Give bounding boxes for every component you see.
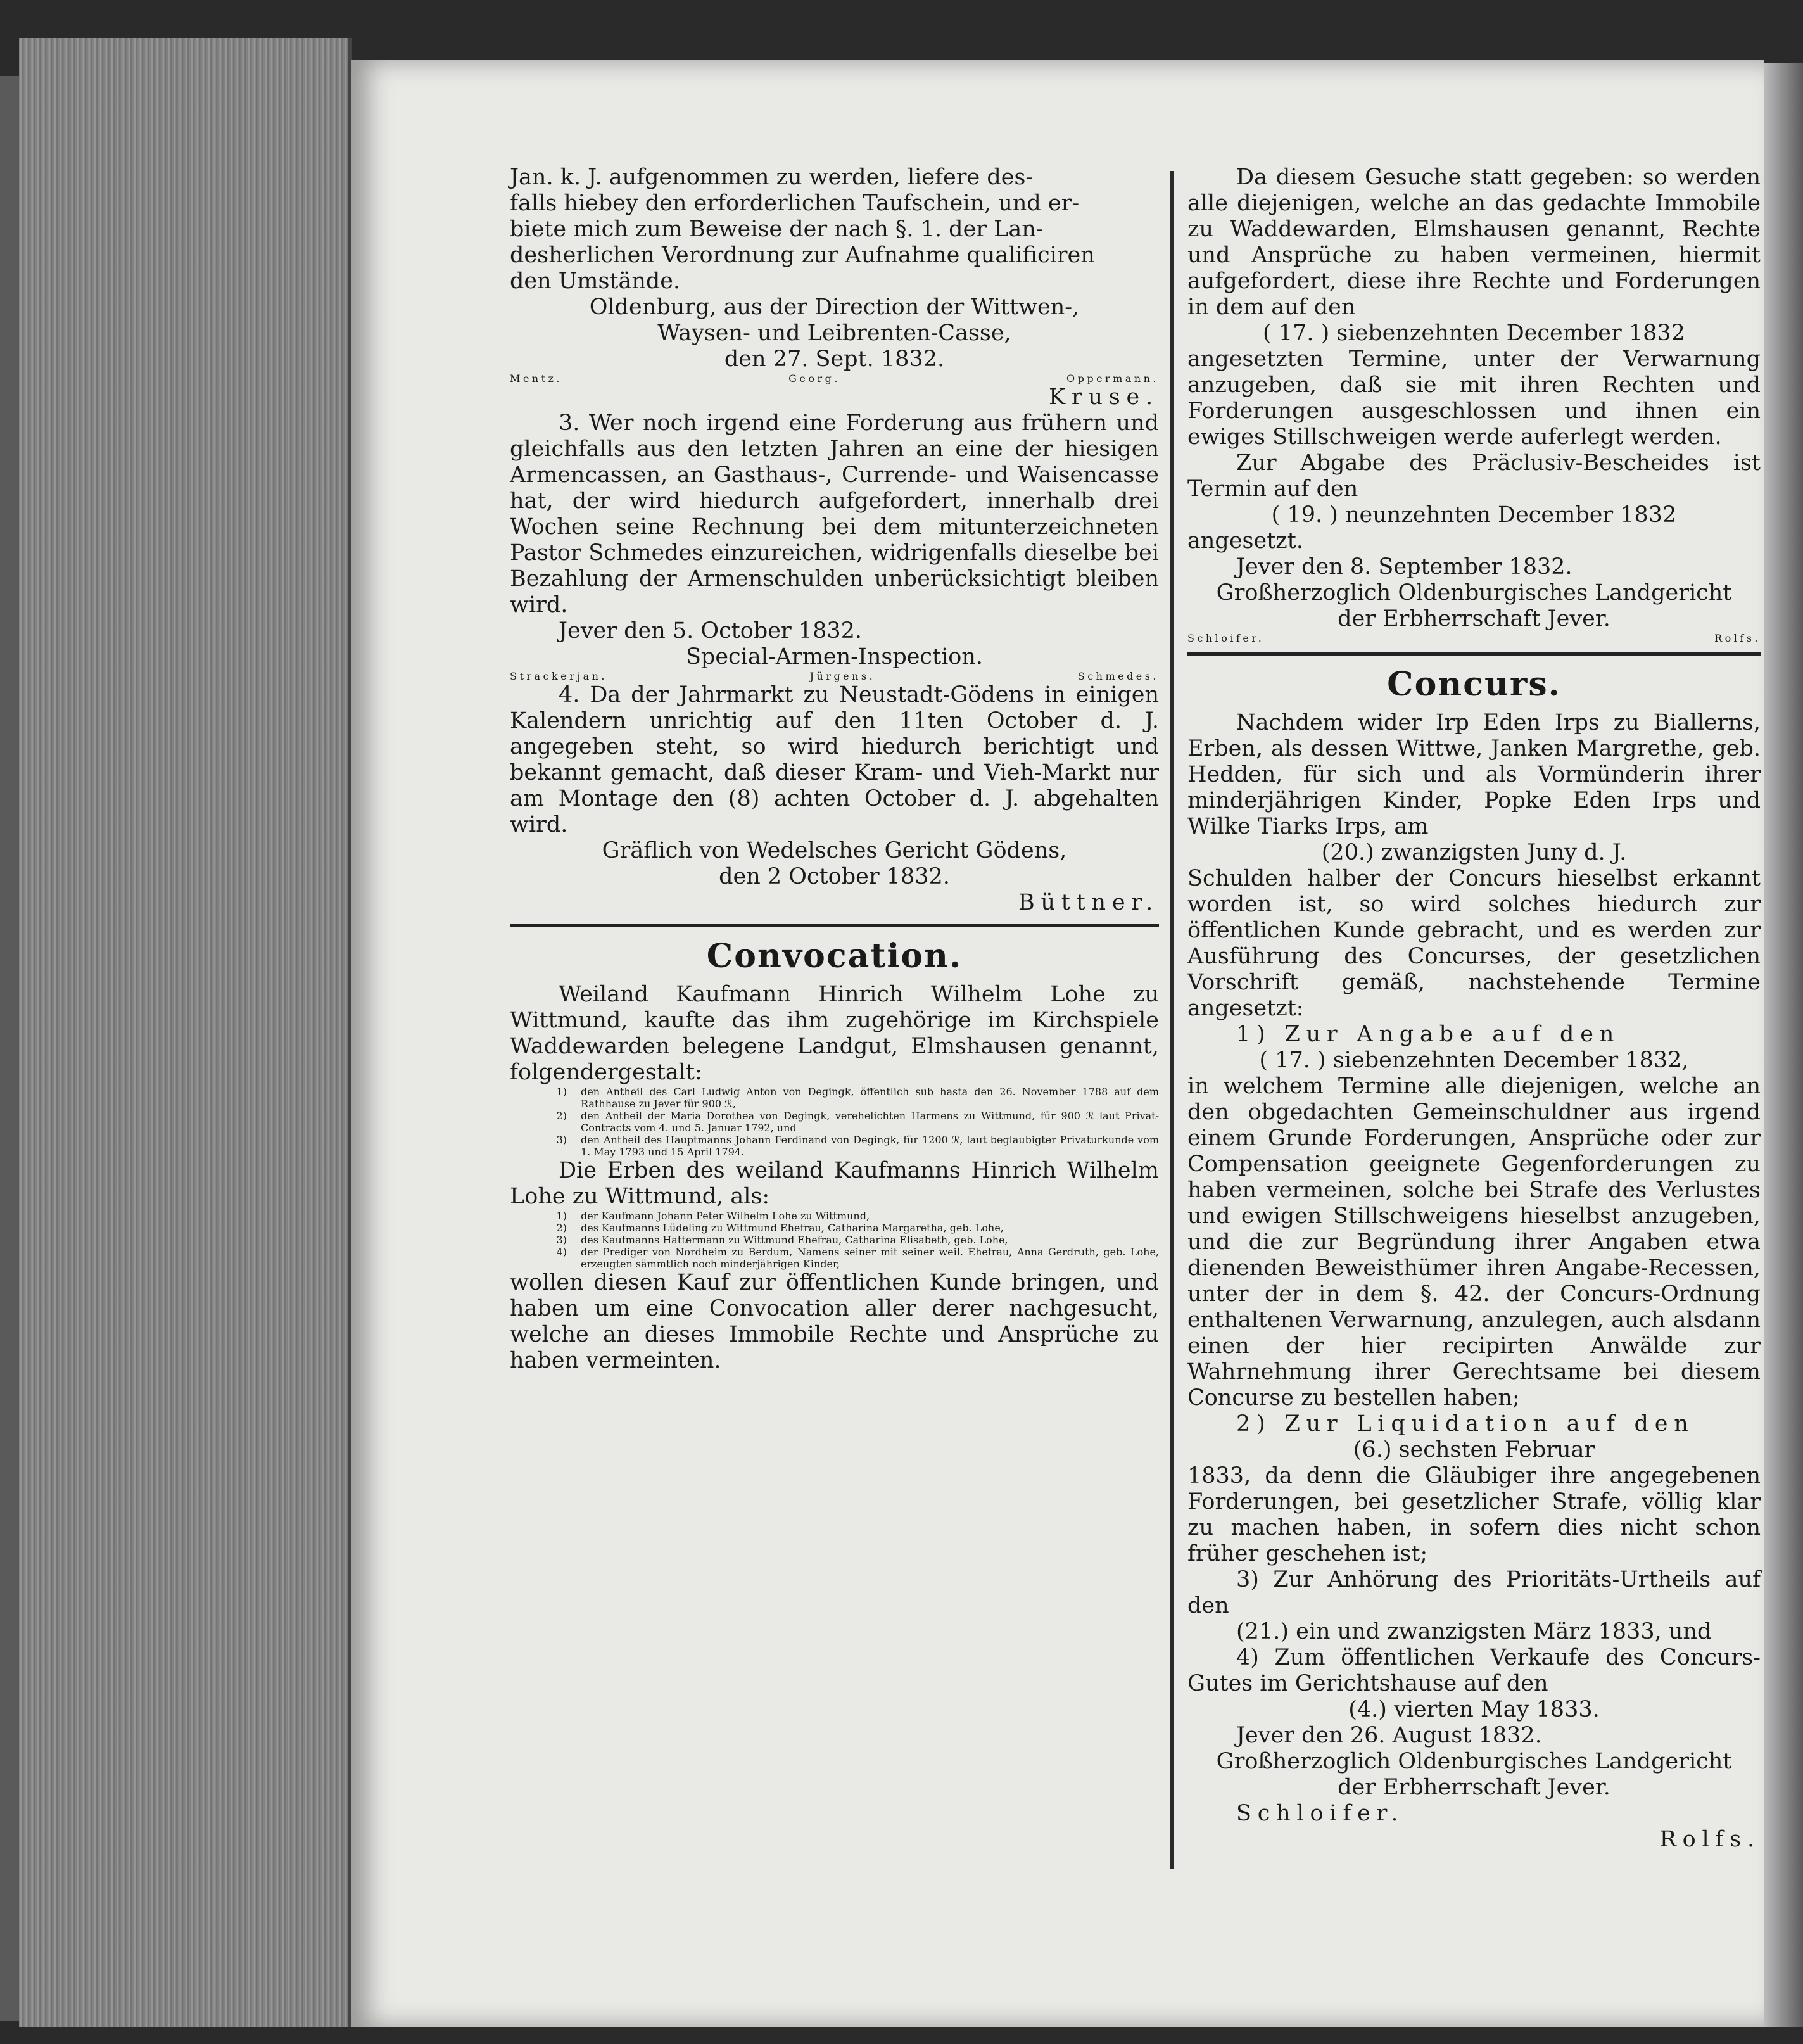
issue-date-2: Jever den 26. August 1832. xyxy=(1236,1723,1542,1748)
preclusion-date: ( 19. ) neunzehnten December 1832 xyxy=(1271,502,1677,528)
heirs-intro: Die Erben des weiland Kaufmanns Hinrich Wilhelm Lohe zu Wittmund, als: xyxy=(510,1158,1159,1209)
signature-row xyxy=(510,372,1159,384)
term-3: 3) Zur Anhörung des Prioritäts-Urtheils auf den xyxy=(1187,1567,1761,1618)
intro-line: Jan. k. J. aufgenommen zu werden, liefere des- xyxy=(510,165,1034,190)
signature: Georg. xyxy=(788,372,840,384)
summons-paragraph: Da diesem Gesuche statt gegeben: so werden alle diejenigen, welche an das gedachte Immobile zu Waddewarden, Elmshausen genannt, Rechte und Ansprüche zu haben vermeinen, hiermit aufgefordert, diese ihre Rechte und Forderungen in dem auf den xyxy=(1187,165,1761,320)
term-4-date: (4.) vierten May 1833. xyxy=(1348,1697,1600,1722)
term-2: 2) Zur Liquidation auf den xyxy=(1236,1411,1695,1437)
heir-item: 4) der Prediger von Nordheim zu Berdum, Namens seiner mit seiner weil. Ehefrau, Anna Gerdruth, geb. Lohe, erzeugten sämmtlich noch minderjährigen Kinder, xyxy=(556,1246,1159,1270)
intro-line: den Umstände. xyxy=(510,269,681,294)
term-2-date: (6.) sechsten Februar xyxy=(1353,1437,1595,1463)
court-name-2: der Erbherrschaft Jever. xyxy=(1338,606,1610,632)
convocation-closing: wollen diesen Kauf zur öffentlichen Kunde bringen, und haben um eine Convocation aller derer nachgesucht, welche an dieses Immobile Rechte und Ansprüche zu haben vermeinten. xyxy=(510,1270,1159,1373)
preclusion-continuation: angesetzt. xyxy=(1187,528,1303,554)
heir-item: 1) der Kaufmann Johann Peter Wilhelm Lohe zu Wittmund, xyxy=(556,1210,870,1222)
notice-3-signatures xyxy=(510,670,1159,682)
left-column xyxy=(510,165,1159,1374)
signature: Oppermann. xyxy=(1066,372,1159,384)
convocation-heading: Convocation. xyxy=(706,937,963,975)
convocation-item: 1) den Antheil des Carl Ludwig Anton von Degingk, öffentlich sub hasta den 26. November 1788 auf dem Rathhause zu Jever für 900 ℛ, xyxy=(556,1086,1159,1110)
intro-line: falls hiebey den erforderlichen Taufschein, und er- xyxy=(510,191,1080,216)
signature: Mentz. xyxy=(510,372,562,384)
place-line: Oldenburg, aus der Direction der Wittwen-, xyxy=(589,295,1080,320)
court-name-2: der Erbherrschaft Jever. xyxy=(1338,1775,1610,1800)
signature: Rolfs. xyxy=(1659,1827,1761,1852)
heir-item: 2) des Kaufmanns Lüdeling zu Wittmund Ehefrau, Catharina Margaretha, geb. Lohe, xyxy=(556,1222,1004,1234)
heir-item: 3) des Kaufmanns Hattermann zu Wittmund Ehefrau, Catharina Elisabeth, geb. Lohe, xyxy=(556,1234,1008,1246)
section-rule xyxy=(510,924,1159,927)
summons-date: ( 17. ) siebenzehnten December 1832 xyxy=(1263,321,1685,346)
signature: Strackerjan. xyxy=(510,670,608,682)
concurs-continuation: Schulden halber der Concurs hieselbst erkannt worden ist, so wird solches hiedurch zur öffentlichen Kunde gebracht, und es werden zur Ausführung des Concurses, der gesetzlichen Vorschrift gemäß, nachstehende Termine angesetzt: xyxy=(1187,866,1761,1021)
date-line: den 27. Sept. 1832. xyxy=(724,346,945,372)
signature: Rolfs. xyxy=(1714,632,1761,644)
signature-extra: Kruse. xyxy=(1048,384,1159,410)
term-2-text: 1833, da denn die Gläubiger ihre angegebenen Forderungen, bei gesetzlicher Strafe, völlig klar zu machen haben, in sofern dies nicht schon früher geschehen ist; xyxy=(1187,1463,1761,1566)
notice-3-office: Special-Armen-Inspection. xyxy=(685,644,984,670)
preclusion-paragraph: Zur Abgabe des Präclusiv-Bescheides ist Termin auf den xyxy=(1187,450,1761,502)
court-signatures xyxy=(1187,632,1761,644)
convocation-item: 2) den Antheil der Maria Dorothea von Degingk, verehelichten Harmens zu Wittmund, für 900 ℛ laut Privat-Contracts vom 4. und 5. Januar 1792, und xyxy=(556,1110,1159,1134)
term-1-date: ( 17. ) siebenzehnten December 1832, xyxy=(1259,1048,1689,1073)
notice-3-date: Jever den 5. October 1832. xyxy=(559,618,862,644)
signature: Schmedes. xyxy=(1077,670,1159,682)
concurs-intro: Nachdem wider Irp Eden Irps zu Biallerns, Erben, als dessen Wittwe, Janken Margrethe, geb. Hedden, für sich und als Vormünderin ihrer minderjährigen Kinder, Popke Eden Irps und Wilke Tiarks Irps, am xyxy=(1187,710,1761,839)
intro-line: biete mich zum Beweise der nach §. 1. der Lan- xyxy=(510,217,1044,242)
book-page-edges xyxy=(19,38,352,2027)
place-line-2: Waysen- und Leibrenten-Casse, xyxy=(657,321,1011,346)
notice-4-signature: Büttner. xyxy=(1018,890,1159,915)
notice-4-date: den 2 October 1832. xyxy=(719,864,950,889)
signature: Schloifer. xyxy=(1187,632,1265,644)
notice-4-office: Gräflich von Wedelsches Gericht Gödens, xyxy=(602,838,1067,863)
summons-continuation: angesetzten Termine, unter der Verwarnung anzugeben, daß sie mit ihren Rechten und Forderungen ausgeschlossen und ihnen ein ewiges Stillschweigen werde auferlegt werden. xyxy=(1187,346,1761,450)
notice-3: 3. Wer noch irgend eine Forderung aus frühern und gleichfalls aus den letzten Jahren an eine der hiesigen Armencassen, an Gasthaus-, Currende- und Waisencasse hat, der wird hiedurch aufgefordert, innerhalb drei Wochen seine Rechnung bei dem mitunterzeichneten Pastor Schmedes einzureichen, widrigenfalls dieselbe bei Bezahlung der Armenschulden unberücksichtigt bleiben wird. xyxy=(510,410,1159,618)
intro-line: desherlichen Verordnung zur Aufnahme qualificiren xyxy=(510,243,1095,268)
court-name: Großherzoglich Oldenburgisches Landgericht xyxy=(1216,1749,1732,1774)
concurs-heading: Concurs. xyxy=(1387,665,1561,704)
right-column xyxy=(1187,165,1761,1853)
signature: Jürgens. xyxy=(809,670,876,682)
term-4: 4) Zum öffentlichen Verkaufe des Concurs-Gutes im Gerichtshause auf den xyxy=(1187,1645,1761,1696)
convocation-intro: Weiland Kaufmann Hinrich Wilhelm Lohe zu Wittmund, kaufte das ihm zugehörige im Kirchspiele Waddewarden belegene Landgut, Elmshausen genannt, folgendergestalt: xyxy=(510,982,1159,1085)
issue-date: Jever den 8. September 1832. xyxy=(1236,554,1572,580)
term-3-date: (21.) ein und zwanzigsten März 1833, und xyxy=(1236,1619,1712,1644)
concurs-date: (20.) zwanzigsten Juny d. J. xyxy=(1321,840,1627,865)
convocation-item: 3) den Antheil des Hauptmanns Johann Ferdinand von Degingk, für 1200 ℛ, laut beglaubigter Privaturkunde vom 1. May 1793 und 15 April 1794. xyxy=(556,1134,1159,1158)
section-rule xyxy=(1187,652,1761,656)
term-1-text: in welchem Termine alle diejenigen, welche an den obgedachten Gemeinschuldner aus irgend einem Grunde Forderungen, Ansprüche oder zur Compensation geeignete Gegenforderungen zu haben vermeinen, solche bei Strafe des Verlustes und ewigen Stillschweigens hieselbst anzugeben, und die zur Begründung ihrer Angaben etwa dienenden Beweisthümer ihren Angabe-Recessen, unter der in dem §. 42. der Concurs-Ordnung enthaltenen Verwarnung, anzulegen, auch alsdann einen der hier recipirten Anwälde zur Wahrnehmung ihrer Gerechtsame bei diesem Concurse zu bestellen haben; xyxy=(1187,1074,1761,1411)
page-right-edge xyxy=(1764,63,1803,2027)
court-name: Großherzoglich Oldenburgisches Landgericht xyxy=(1216,580,1732,606)
column-divider xyxy=(1170,171,1174,1869)
intro-block xyxy=(510,165,1159,295)
term-1: 1) Zur Angabe auf den xyxy=(1236,1022,1621,1047)
notice-4: 4. Da der Jahrmarkt zu Neustadt-Gödens in einigen Kalendern unrichtig auf den 11ten October d. J. angegeben steht, so wird hiedurch berichtigt und bekannt gemacht, daß dieser Kram- und Vieh-Markt nur am Montage den (8) achten October d. J. abgehalten wird. xyxy=(510,682,1159,837)
signature: Schloifer. xyxy=(1236,1801,1405,1826)
